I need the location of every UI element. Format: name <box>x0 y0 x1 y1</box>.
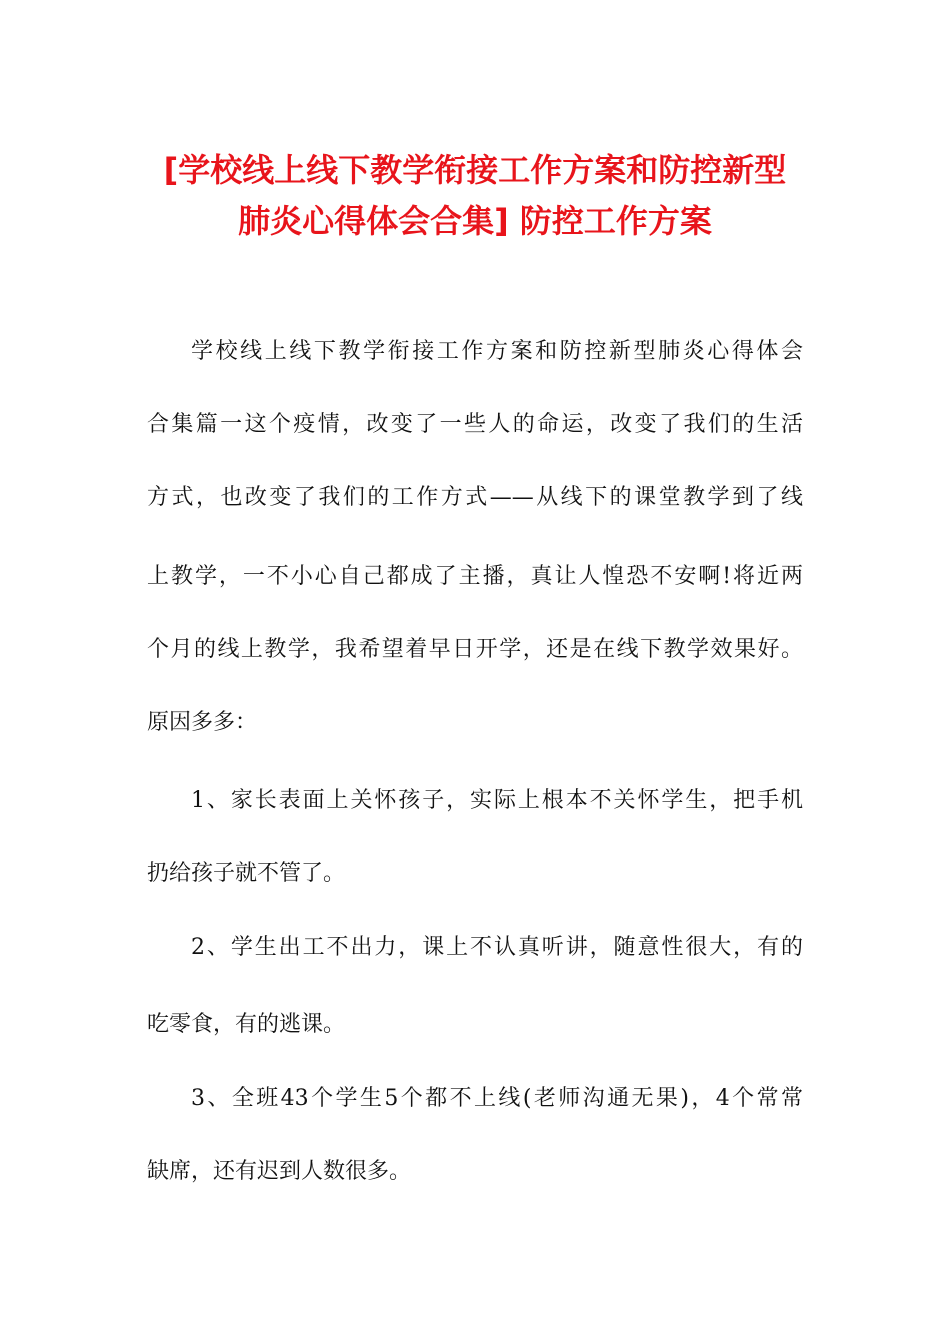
paragraph-1-line-5: 个月的线上教学，我希望着早日开学，还是在线下教学效果好。 <box>147 637 803 662</box>
paragraph-1-line-3: 方式，也改变了我们的工作方式——从线下的课堂教学到了线 <box>147 485 803 510</box>
paragraph-1-line-1: 学校线上线下教学衔接工作方案和防控新型肺炎心得体会 <box>191 339 803 364</box>
paragraph-1-line-4: 上教学，一不小心自己都成了主播，真让人惶恐不安啊!将近两 <box>147 564 803 589</box>
paragraph-1-line-2: 合集篇一这个疫情，改变了一些人的命运，改变了我们的生活 <box>147 412 803 437</box>
list-item-2-line-1: 2、学生出工不出力，课上不认真听讲，随意性很大，有的 <box>191 935 803 960</box>
list-item-2-line-2: 吃零食，有的逃课。 <box>147 1012 346 1037</box>
document-title-line-1: [学校线上线下教学衔接工作方案和防控新型 <box>163 151 787 189</box>
paragraph-1-line-6: 原因多多： <box>147 710 258 735</box>
list-item-3-line-2: 缺席，还有迟到人数很多。 <box>147 1159 412 1184</box>
list-item-1-line-1: 1、家长表面上关怀孩子，实际上根本不关怀学生，把手机 <box>191 788 803 813</box>
list-item-3-line-1: 3、全班43个学生5个都不上线(老师沟通无果)，4个常常 <box>191 1086 803 1111</box>
list-item-1-line-2: 扔给孩子就不管了。 <box>147 861 346 886</box>
document-title-line-2: 肺炎心得体会合集] 防控工作方案 <box>238 202 712 240</box>
